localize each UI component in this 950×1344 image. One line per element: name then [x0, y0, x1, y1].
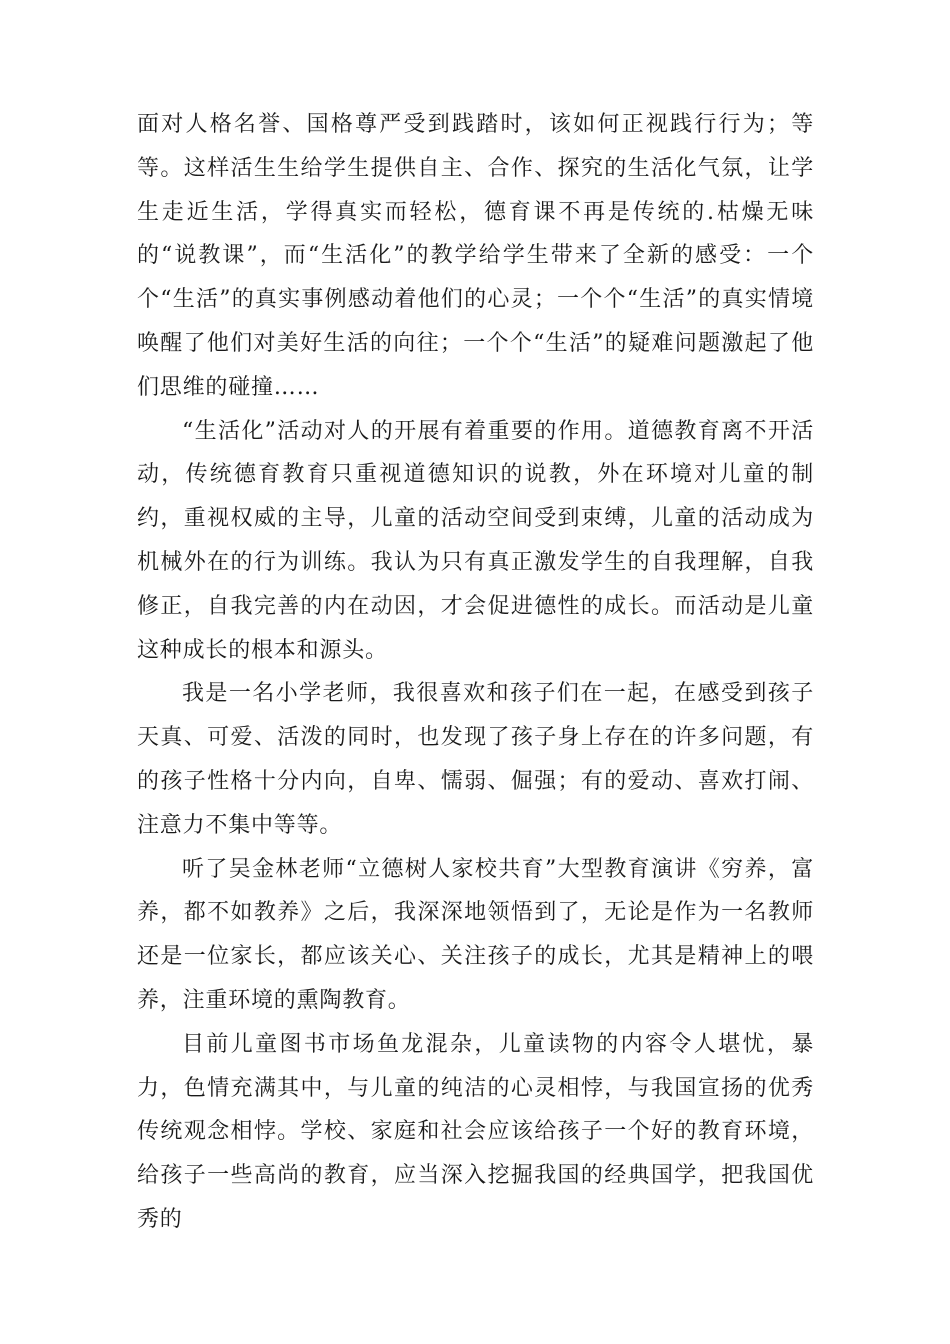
- paragraph-4: 听了吴金林老师“立德树人家校共育”大型教育演讲《穷养，富养，都不如教养》之后，我深深地领悟到了，无论是作为一名教师还是一位家长，都应该关心、关注孩子的成长，尤其是精神上的喂养，注重环境的熏陶教育。: [137, 856, 814, 1013]
- paragraph-1: 面对人格名誉、国格尊严受到践踏时，该如何正视践行行为；等等。这样活生生给学生提供自主、合作、探究的生活化气氛，让学生走近生活，学得真实而轻松，德育课不再是传统的.枯燥无味的“说教课”，而“生活化”的教学给学生带来了全新的感受：一个个“生活”的真实事例感动着他们的心灵；一个个“生活”的真实情境唤醒了他们对美好生活的向往；一个个“生活”的疑难问题激起了他们思维的碰撞……: [137, 112, 814, 400]
- document-body: [137, 103, 814, 1242]
- paragraph-5: 目前儿童图书市场鱼龙混杂，儿童读物的内容令人堪忧，暴力，色情充满其中，与儿童的纯洁的心灵相悖，与我国宣扬的优秀传统观念相悖。学校、家庭和社会应该给孩子一个好的教育环境，给孩子一些高尚的教育，应当深入挖掘我国的经典国学，把我国优秀的: [137, 1031, 814, 1232]
- paragraph-2: “生活化”活动对人的开展有着重要的作用。道德教育离不开活动，传统德育教育只重视道德知识的说教，外在环境对儿童的制约，重视权威的主导，儿童的活动空间受到束缚，儿童的活动成为机械外在的行为训练。我认为只有真正激发学生的自我理解，自我修正，自我完善的内在动因，才会促进德性的成长。而活动是儿童这种成长的根本和源头。: [137, 418, 814, 663]
- paragraph-3: 我是一名小学老师，我很喜欢和孩子们在一起，在感受到孩子天真、可爱、活泼的同时，也发现了孩子身上存在的许多问题，有的孩子性格十分内向，自卑、懦弱、倔强；有的爱动、喜欢打闹、注意力不集中等等。: [137, 681, 814, 838]
